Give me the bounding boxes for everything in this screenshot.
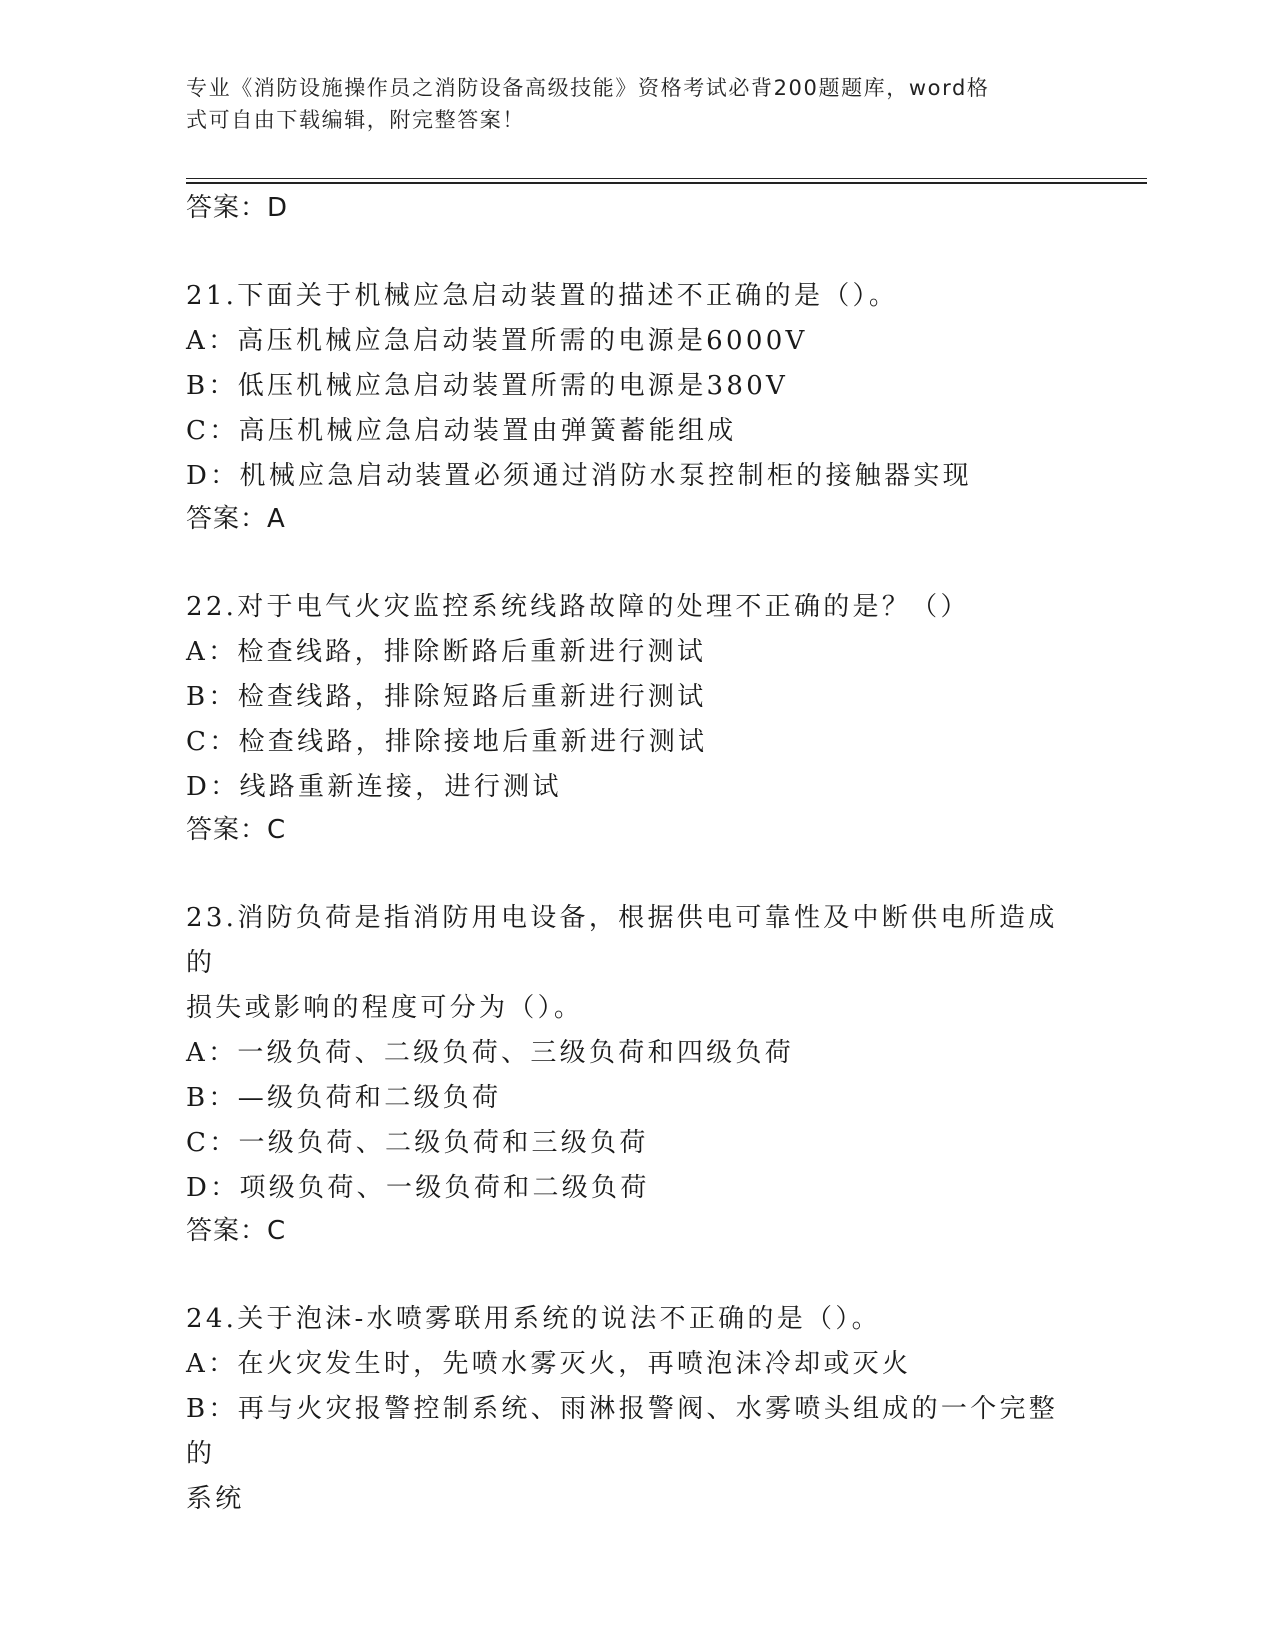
option-d: D：机械应急启动装置必须通过消防水泵控制柜的接触器实现 — [186, 461, 972, 491]
option-b-line-2: 系统 — [186, 1484, 245, 1514]
question-list — [186, 188, 1086, 1568]
question-stem: 22.对于电气火灾监控系统线路故障的处理不正确的是？（） — [186, 592, 970, 622]
page-header — [186, 72, 1146, 136]
option-a: A：一级负荷、二级负荷、三级负荷和四级负荷 — [186, 1038, 795, 1068]
question-stem-line-1: 23.消防负荷是指消防用电设备，根据供电可靠性及中断供电所造成的 — [186, 903, 1058, 978]
question-24 — [186, 1297, 1086, 1522]
previous-answer: 答案：D — [186, 193, 289, 223]
option-b-line-1: B：再与火灾报警控制系统、雨淋报警阀、水雾喷头组成的一个完整的 — [186, 1394, 1059, 1469]
question-21 — [186, 274, 1086, 539]
option-c: C：高压机械应急启动装置由弹簧蓄能组成 — [186, 416, 737, 446]
option-c: C：检查线路，排除接地后重新进行测试 — [186, 727, 708, 757]
option-a: A：检查线路，排除断路后重新进行测试 — [186, 637, 707, 667]
header-divider-thin — [186, 178, 1147, 179]
option-a: A：高压机械应急启动装置所需的电源是6000V — [186, 326, 808, 356]
header-divider-thick — [186, 182, 1147, 184]
document-header — [186, 72, 1066, 136]
option-a: A：在火灾发生时，先喷水雾灭火，再喷泡沫冷却或灭火 — [186, 1349, 912, 1379]
answer: 答案：C — [186, 1216, 287, 1246]
question-23 — [186, 896, 1086, 1251]
option-b: B：低压机械应急启动装置所需的电源是380V — [186, 371, 789, 401]
answer: 答案：C — [186, 815, 287, 845]
option-b: B：检查线路，排除短路后重新进行测试 — [186, 682, 707, 712]
question-22 — [186, 585, 1086, 850]
answer: 答案：A — [186, 504, 286, 534]
question-stem: 21.下面关于机械应急启动装置的描述不正确的是（）。 — [186, 281, 899, 311]
option-c: C：一级负荷、二级负荷和三级负荷 — [186, 1128, 649, 1158]
option-d: D：线路重新连接，进行测试 — [186, 772, 562, 802]
option-d: D：项级负荷、一级负荷和二级负荷 — [186, 1173, 650, 1203]
header-line-2: 式可自由下载编辑，附完整答案！ — [186, 108, 525, 132]
option-b: B：—级负荷和二级负荷 — [186, 1083, 502, 1113]
question-stem: 24.关于泡沫-水喷雾联用系统的说法不正确的是（）。 — [186, 1304, 881, 1334]
question-stem-line-2: 损失或影响的程度可分为（）。 — [186, 993, 584, 1023]
header-line-1: 专业《消防设施操作员之消防设备高级技能》资格考试必背200题题库，word格 — [186, 76, 990, 100]
